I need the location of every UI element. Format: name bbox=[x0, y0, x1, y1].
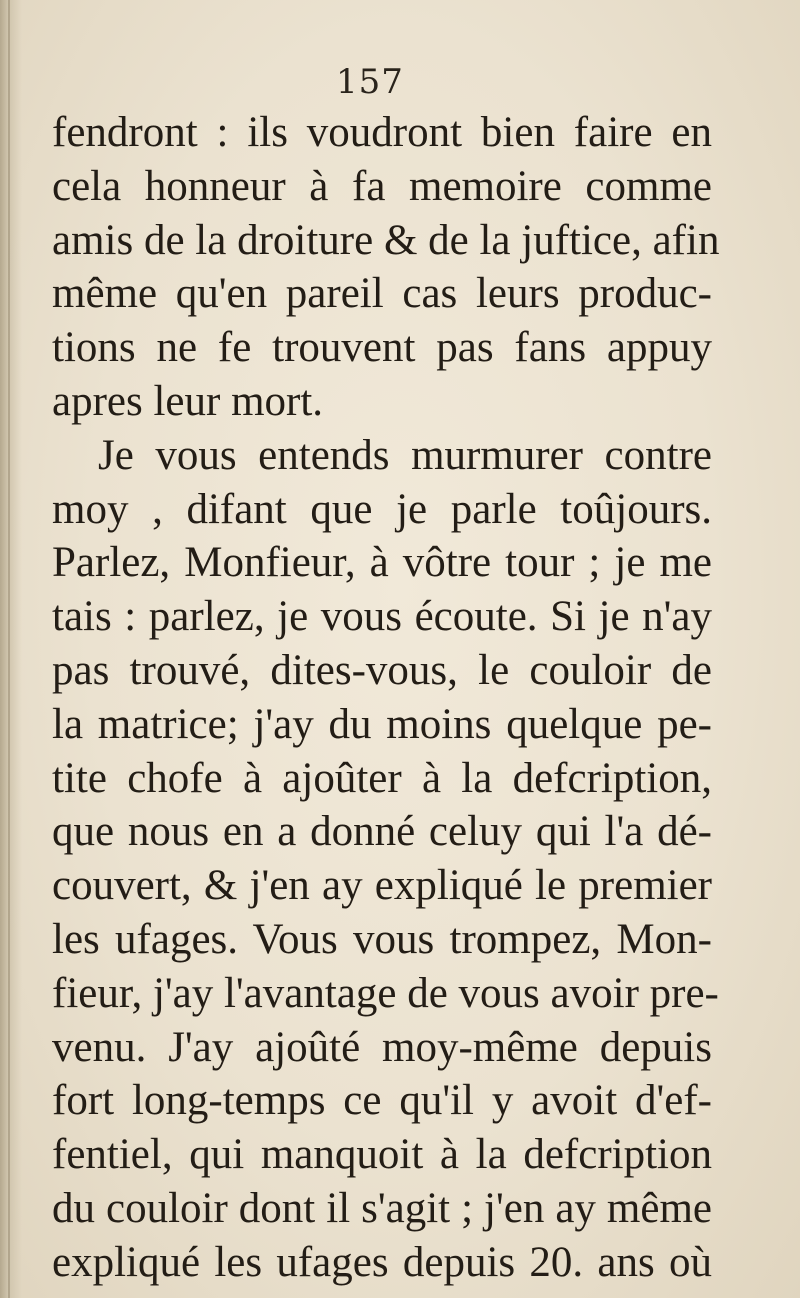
text-line: la matrice; j'ay du moins quelque pe- bbox=[52, 700, 712, 748]
text-line: tais : parlez, je vous écoute. Si je n'ay bbox=[52, 593, 712, 641]
text-line: du couloir dont il s'agit ; j'en ay même bbox=[52, 1184, 712, 1232]
page-number: 157 bbox=[336, 62, 404, 102]
text-line: cela honneur à fa memoire comme bbox=[52, 162, 712, 210]
text-line: venu. J'ay ajoûté moy-même depuis bbox=[52, 1023, 712, 1071]
text-line: couvert, & j'en ay expliqué le premier bbox=[52, 862, 712, 910]
paragraph-start-line: Je vous entends murmurer contre bbox=[98, 431, 712, 479]
text-line: tions ne fe trouvent pas fans appuy bbox=[52, 324, 712, 372]
text-line: fieur, j'ay l'avantage de vous avoir pre- bbox=[52, 969, 719, 1017]
text-line: tite chofe à ajoûter à la defcription, bbox=[52, 754, 712, 802]
text-line: fentiel, qui manquoit à la defcription bbox=[52, 1131, 712, 1179]
text-line: que nous en a donné celuy qui l'a dé- bbox=[52, 808, 712, 856]
text-line: fendront : ils voudront bien faire en bbox=[52, 109, 712, 156]
body-text bbox=[52, 106, 720, 1290]
text-line: même qu'en pareil cas leurs produc- bbox=[52, 270, 712, 318]
text-line: apres leur mort. bbox=[52, 377, 324, 425]
text-line: Parlez, Monfieur, à vôtre tour ; je me bbox=[52, 539, 712, 587]
text-line: les ufages. Vous vous trompez, Mon- bbox=[52, 915, 712, 963]
text-line: expliqué les ufages depuis 20. ans où bbox=[52, 1238, 712, 1286]
text-line: moy , difant que je parle toûjours. bbox=[52, 485, 712, 533]
text-line: amis de la droiture & de la juftice, afin bbox=[52, 216, 720, 264]
text-line: pas trouvé, dites-vous, le couloir de bbox=[52, 646, 712, 694]
text-line: fort long-temps ce qu'il y avoit d'ef- bbox=[52, 1077, 712, 1125]
